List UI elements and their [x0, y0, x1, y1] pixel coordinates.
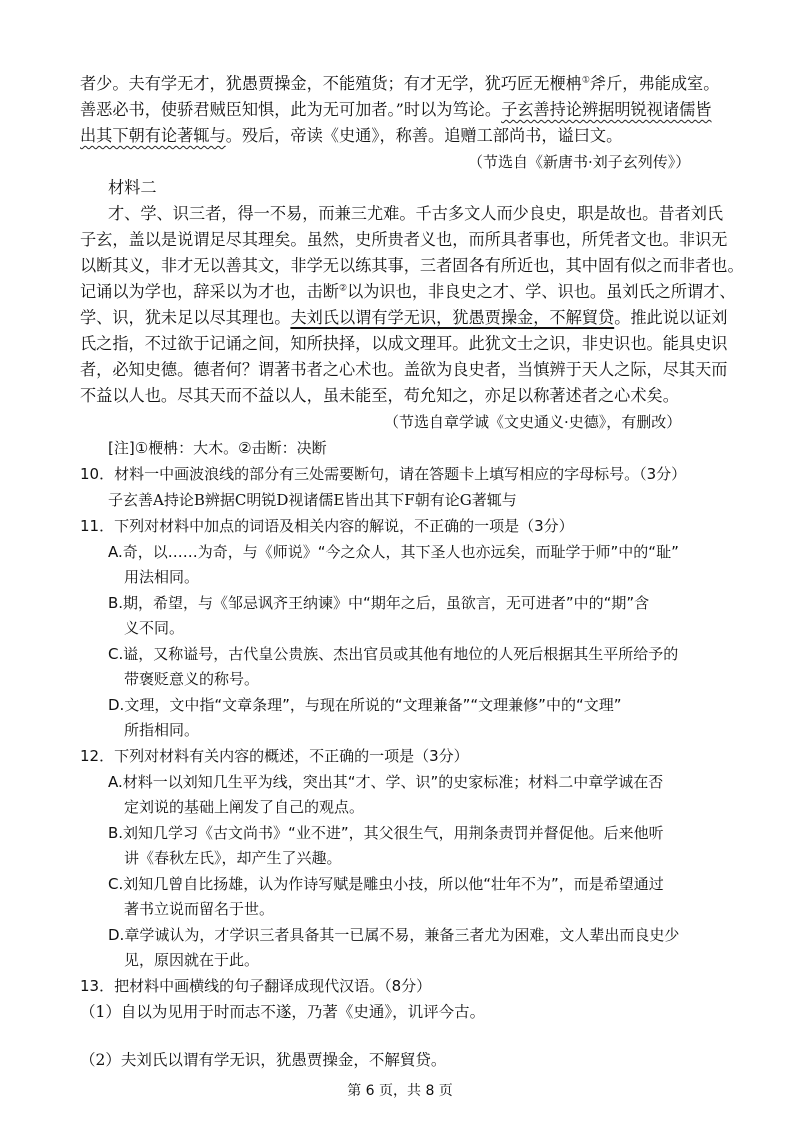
question-11-option-d-cont: 所指相同。 [124, 721, 200, 739]
question-11-option-b: B.期，希望，与《邹忌讽齐王纳谏》中“期年之后，虽欲言，无可进者”中的“期”含 [108, 594, 650, 612]
passage2-line-6: 氏之指，不过欲于记诵之间，知所抉择，以成文理耳。此犹文士之识，非史识也。能具史识 [80, 334, 728, 353]
passage2-line-7: 者，必知史德。德者何？谓著书者之心术也。盖欲为良史者，当慎辨于天人之际，尽其天而 [80, 360, 728, 379]
question-12-option-c: C.刘知几曾自比扬雄，认为作诗写赋是雕虫小技，所以他“壮年不为”，而是希望通过 [108, 875, 664, 893]
passage2-line-3: 以断其义，非才无以善其文，非学无以练其事，三者固各有所近也，其中固有似之而非者也。 [80, 256, 744, 275]
passage2-line-5: 学、识，犹未足以尽其理也。夫刘氏以谓有学无识，犹愚贾操金，不解貿贷。推此说以证刘 [80, 308, 728, 327]
question-12-option-d-cont: 见，原因就在于此。 [124, 951, 260, 969]
question-12-option-b-cont: 讲《春秋左氏》，却产生了兴趣。 [124, 849, 342, 867]
passage2-line-2: 子玄，盖以是说谓足尽其理矣。虽然，史所贵者义也，而所具者事也，所凭者文也。非识无 [80, 230, 728, 249]
question-12-option-a: A.材料一以刘知几生平为线，突出其“才、学、识”的史家标准；材料二中章学诚在否 [108, 773, 664, 791]
question-13-sentence-2: （2）夫刘氏以谓有学无识，犹愚贾操金，不解貿贷。 [80, 1051, 447, 1069]
question-13-stem: 13．把材料中画横线的句子翻译成现代汉语。（8分） [80, 977, 432, 995]
material-2-heading: 材料二 [108, 178, 157, 197]
question-11-option-a: A.奇，以……为奇，与《师说》“今之众人，其下圣人也亦远矣，而耻学于师”中的“耻” [108, 543, 679, 561]
passage1-source: （节选自《新唐书·刘子玄列传》） [468, 153, 691, 171]
question-12-option-d: D.章学诚认为，才学识三者具备其一已属不易，兼备三者尤为困难，文人辈出而良史少 [108, 926, 680, 944]
question-11-option-c: C.谥，又称谥号，古代皇公贵族、杰出官员或其他有地位的人死后根据其生平所给予的 [108, 645, 679, 663]
question-11-option-b-cont: 义不同。 [124, 619, 185, 637]
question-11-option-c-cont: 带褒贬意义的称号。 [124, 670, 260, 688]
page-footer: 第 6 页，共 8 页 [347, 1083, 453, 1099]
question-12-option-a-cont: 定刘说的基础上阐发了自己的观点。 [124, 798, 365, 816]
passage1-line-1: 者少。夫有学无才，犹愚贾操金，不能殖货；有才无学，犹巧匠无楩柟①斧斤，弗能成室。 [80, 74, 720, 93]
question-10-stem: 10．材料一中画波浪线的部分有三处需要断句，请在答题卡上填写相应的字母标号。（3分） [80, 465, 687, 483]
question-13-sentence-1: （1）自以为见用于时而志不遂，乃著《史通》，讥评今古。 [80, 1003, 486, 1021]
passage2-line-4: 记诵以为学也，辞采以为才也，击断②以为识也，非良史之才、学、识也。虽刘氏之所谓才、 [80, 282, 736, 301]
passage2-line-1: 才、学、识三者，得一不易，而兼三尤难。千古多文人而少良史，职是故也。昔者刘氏 [108, 204, 724, 223]
passage1-line-2: 善恶必书，使骄君贼臣知惧，此为无可加者。”时以为笃论。子玄善持论辨据明锐视诸儒皆 [80, 100, 712, 119]
question-12-stem: 12．下列对材料有关内容的概述，不正确的一项是（3分） [80, 747, 469, 765]
underlined-sentence: 夫刘氏以谓有学无识，犹愚贾操金，不解貿贷 [290, 308, 615, 327]
question-11-option-d: D.文理，文中指“文章条理”，与现在所说的“文理兼备”“文理兼修”中的“文理” [108, 696, 622, 714]
note-marker-2: ② [339, 283, 348, 294]
question-12-option-b: B.刘知几学习《古文尚书》“业不进”，其父很生气，用荆条责罚并督促他。后来他听 [108, 824, 664, 842]
passage2-line-8: 不益以人也。尽其天而不益以人，虽未能至，苟允知之，亦足以称著述者之心术矣。 [80, 386, 679, 405]
annotation-note: [注]①楩柟：大木。②击断：决断 [108, 439, 327, 457]
passage1-line-3: 出其下朝有论著辄与。殁后，帝读《史通》，称善。追赠工部尚书，谥曰文。 [80, 126, 623, 145]
question-12-option-c-cont: 著书立说而留名于世。 [124, 900, 275, 918]
question-11-stem: 11．下列对材料中加点的词语及相关内容的解说，不正确的一项是（3分） [80, 517, 574, 535]
passage2-source: （节选自章学诚《文史通义·史德》，有删改） [384, 413, 682, 431]
note-marker-1: ① [581, 75, 590, 86]
question-10-options: 子玄善A持论B辨据C明锐D视诸儒E皆出其下F朝有论G著辄与 [108, 491, 517, 509]
wavy-underlined-text: 子玄善持论辨据明锐视诸儒皆 [501, 100, 712, 119]
wavy-underlined-text: 出其下朝有论著辄与 [80, 126, 226, 145]
question-11-option-a-cont: 用法相同。 [124, 568, 200, 586]
